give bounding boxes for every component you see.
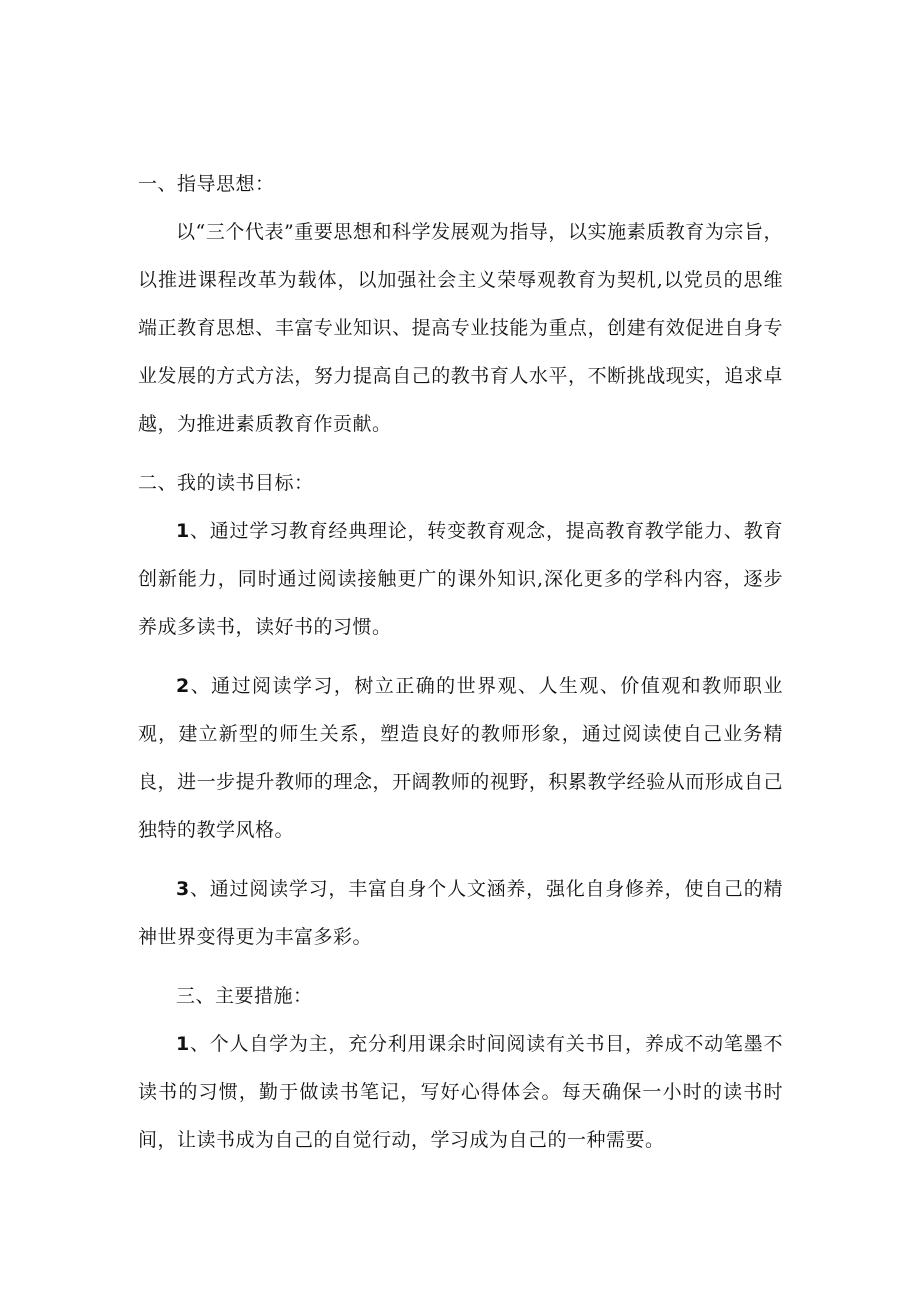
reading-goal-item-3 — [138, 865, 783, 961]
section-heading-main-measures: 三、主要措施： — [176, 985, 313, 1007]
item-text: 、个人自学为主，充分利用课余时间阅读有关书目，养成不动笔墨不读书的习惯，勤于做读书笔记，写好心得体会。每天确保一小时的读书时间，让读书成为自己的自觉行动，学习成为自己的一种需要。 — [138, 1033, 783, 1151]
item-number: 3 — [176, 878, 190, 900]
section-heading-guiding-thought: 一、指导思想： — [138, 173, 275, 195]
item-number: 2 — [176, 675, 190, 697]
section-heading-reading-goals: 二、我的读书目标： — [138, 472, 314, 494]
item-text: 、通过学习教育经典理论，转变教育观念，提高教育教学能力、教育创新能力，同时通过阅读接触更广的课外知识,深化更多的学科内容，逐步养成多读书，读好书的习惯。 — [138, 520, 783, 638]
document-body — [138, 160, 783, 1164]
reading-goal-item-1 — [138, 507, 783, 651]
item-text: 、通过阅读学习，树立正确的世界观、人生观、价值观和教师职业观，建立新型的师生关系，塑造良好的教师形象，通过阅读使自己业务精良，进一步提升教师的理念，开阔教师的视野，积累教学经验从而形成自己独特的教学风格。 — [138, 675, 783, 841]
guiding-thought-paragraph: 以“三个代表”重要思想和科学发展观为指导，以实施素质教育为宗旨，以推进课程改革为载体，以加强社会主义荣辱观教育为契机,以党员的思维端正教育思想、丰富专业知识、提高专业技能为重点，创建有效促进自身专业发展的方式方法，努力提高自己的教书育人水平，不断挑战现实，追求卓越，为推进素质教育作贡献。 — [138, 221, 783, 435]
item-number: 1 — [176, 1033, 190, 1055]
reading-goal-item-2 — [138, 662, 783, 854]
item-text: 、通过阅读学习，丰富自身个人文涵养，强化自身修养，使自己的精神世界变得更为丰富多彩。 — [138, 878, 783, 948]
main-measure-item-1 — [138, 1020, 783, 1164]
item-number: 1 — [176, 520, 190, 542]
